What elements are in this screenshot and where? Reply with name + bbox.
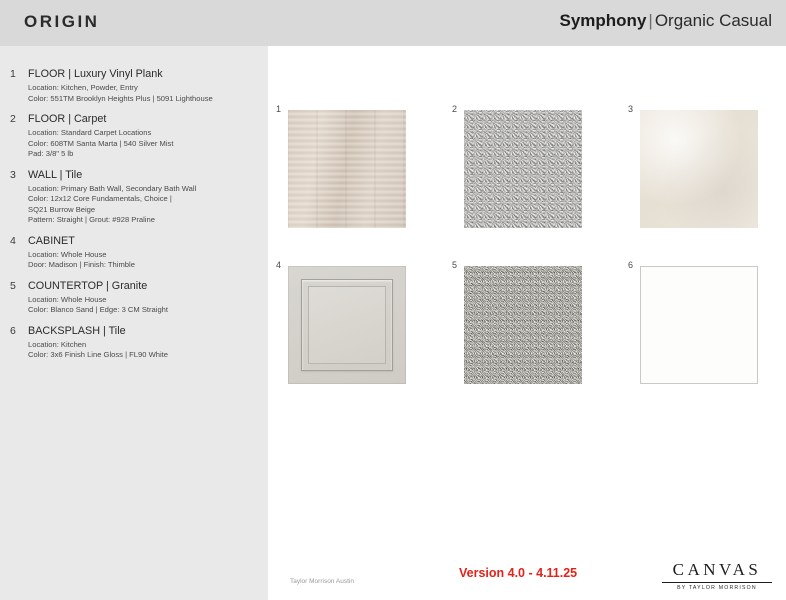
collection-style: Organic Casual <box>654 11 772 30</box>
legend-number: 6 <box>10 324 16 337</box>
legend-detail: Location: Kitchen, Powder, Entry <box>28 83 138 92</box>
cabinet-panel-inner <box>308 286 386 364</box>
legend-detail: Location: Kitchen <box>28 339 87 349</box>
collection-separator: | <box>648 11 653 30</box>
swatch-backsplash-tile <box>640 266 758 384</box>
swatch-cell-5 <box>452 260 592 390</box>
swatch-number: 4 <box>276 260 282 270</box>
legend-title: FLOOR | Luxury Vinyl Plank <box>28 68 163 80</box>
swatch-area <box>268 46 786 600</box>
list-item <box>10 325 260 361</box>
legend-detail: Color: 608TM Santa Marta | 540 Silver Mist <box>28 138 174 148</box>
canvas-logo-subtitle: BY TAYLOR MORRISON <box>677 585 757 591</box>
version-label: Version 4.0 - 4.11.25 <box>459 566 578 580</box>
brand-title: ORIGIN <box>24 12 100 31</box>
swatch-number: 1 <box>276 104 282 114</box>
legend-title: COUNTERTOP | Granite <box>28 279 148 292</box>
list-item <box>10 68 260 104</box>
legend-title: FLOOR | Carpet <box>28 113 107 125</box>
swatch-number: 2 <box>452 104 458 114</box>
legend-number: 5 <box>10 279 16 292</box>
canvas-logo <box>662 560 772 591</box>
footer-note: Taylor Morrison Austin <box>290 578 354 585</box>
legend-list <box>10 68 260 370</box>
collection-name: Symphony <box>559 11 647 30</box>
collection-title <box>560 11 773 31</box>
legend-detail: Location: Standard Carpet Locations <box>28 128 152 137</box>
legend-detail: Color: 551TM Brooklyn Heights Plus | 5091 Lighthouse <box>28 93 213 103</box>
swatch-number: 3 <box>628 104 634 114</box>
page-header <box>0 0 786 46</box>
list-item <box>10 169 260 226</box>
legend-detail: Location: Whole House <box>28 294 107 304</box>
canvas-logo-word: CANVAS <box>672 560 762 579</box>
swatch-cell-3 <box>628 104 768 234</box>
swatch-cell-4 <box>276 260 416 390</box>
cabinet-panel-outer <box>301 279 393 371</box>
legend-number: 3 <box>10 168 16 181</box>
swatch-number: 5 <box>452 260 458 270</box>
list-item <box>10 280 260 316</box>
legend-detail: Location: Primary Bath Wall, Secondary Bath Wall <box>28 183 197 193</box>
swatch-wall-tile <box>640 110 758 228</box>
legend-detail: Location: Whole House <box>28 249 107 259</box>
swatch-cell-6 <box>628 260 768 390</box>
legend-title: WALL | Tile <box>28 168 83 181</box>
list-item <box>10 113 260 160</box>
legend-detail: Color: 3x6 Finish Line Gloss | FL90 White <box>28 350 168 359</box>
legend-detail: Pad: 3/8" 5 lb <box>28 149 74 158</box>
list-item <box>10 235 260 271</box>
legend-number: 2 <box>10 113 16 125</box>
swatch-luxury-vinyl-plank <box>288 110 406 228</box>
swatch-granite <box>464 266 582 384</box>
legend-detail: Pattern: Straight | Grout: #928 Praline <box>28 215 155 224</box>
legend-title: BACKSPLASH | Tile <box>28 324 126 337</box>
swatch-carpet <box>464 110 582 228</box>
legend-title: CABINET <box>28 234 75 247</box>
sidebar <box>0 46 268 600</box>
legend-detail: SQ21 Burrow Beige <box>28 204 96 214</box>
legend-number: 1 <box>10 68 16 80</box>
legend-detail: Color: Blanco Sand | Edge: 3 CM Straight <box>28 305 168 314</box>
swatch-number: 6 <box>628 260 634 270</box>
legend-detail: Color: 12x12 Core Fundamentals, Choice | <box>28 194 172 203</box>
swatch-cabinet-door <box>288 266 406 384</box>
legend-number: 4 <box>10 234 16 247</box>
swatch-cell-2 <box>452 104 592 234</box>
swatch-cell-1 <box>276 104 416 234</box>
canvas-logo-rule <box>662 582 772 583</box>
legend-detail: Door: Madison | Finish: Thimble <box>28 260 135 269</box>
